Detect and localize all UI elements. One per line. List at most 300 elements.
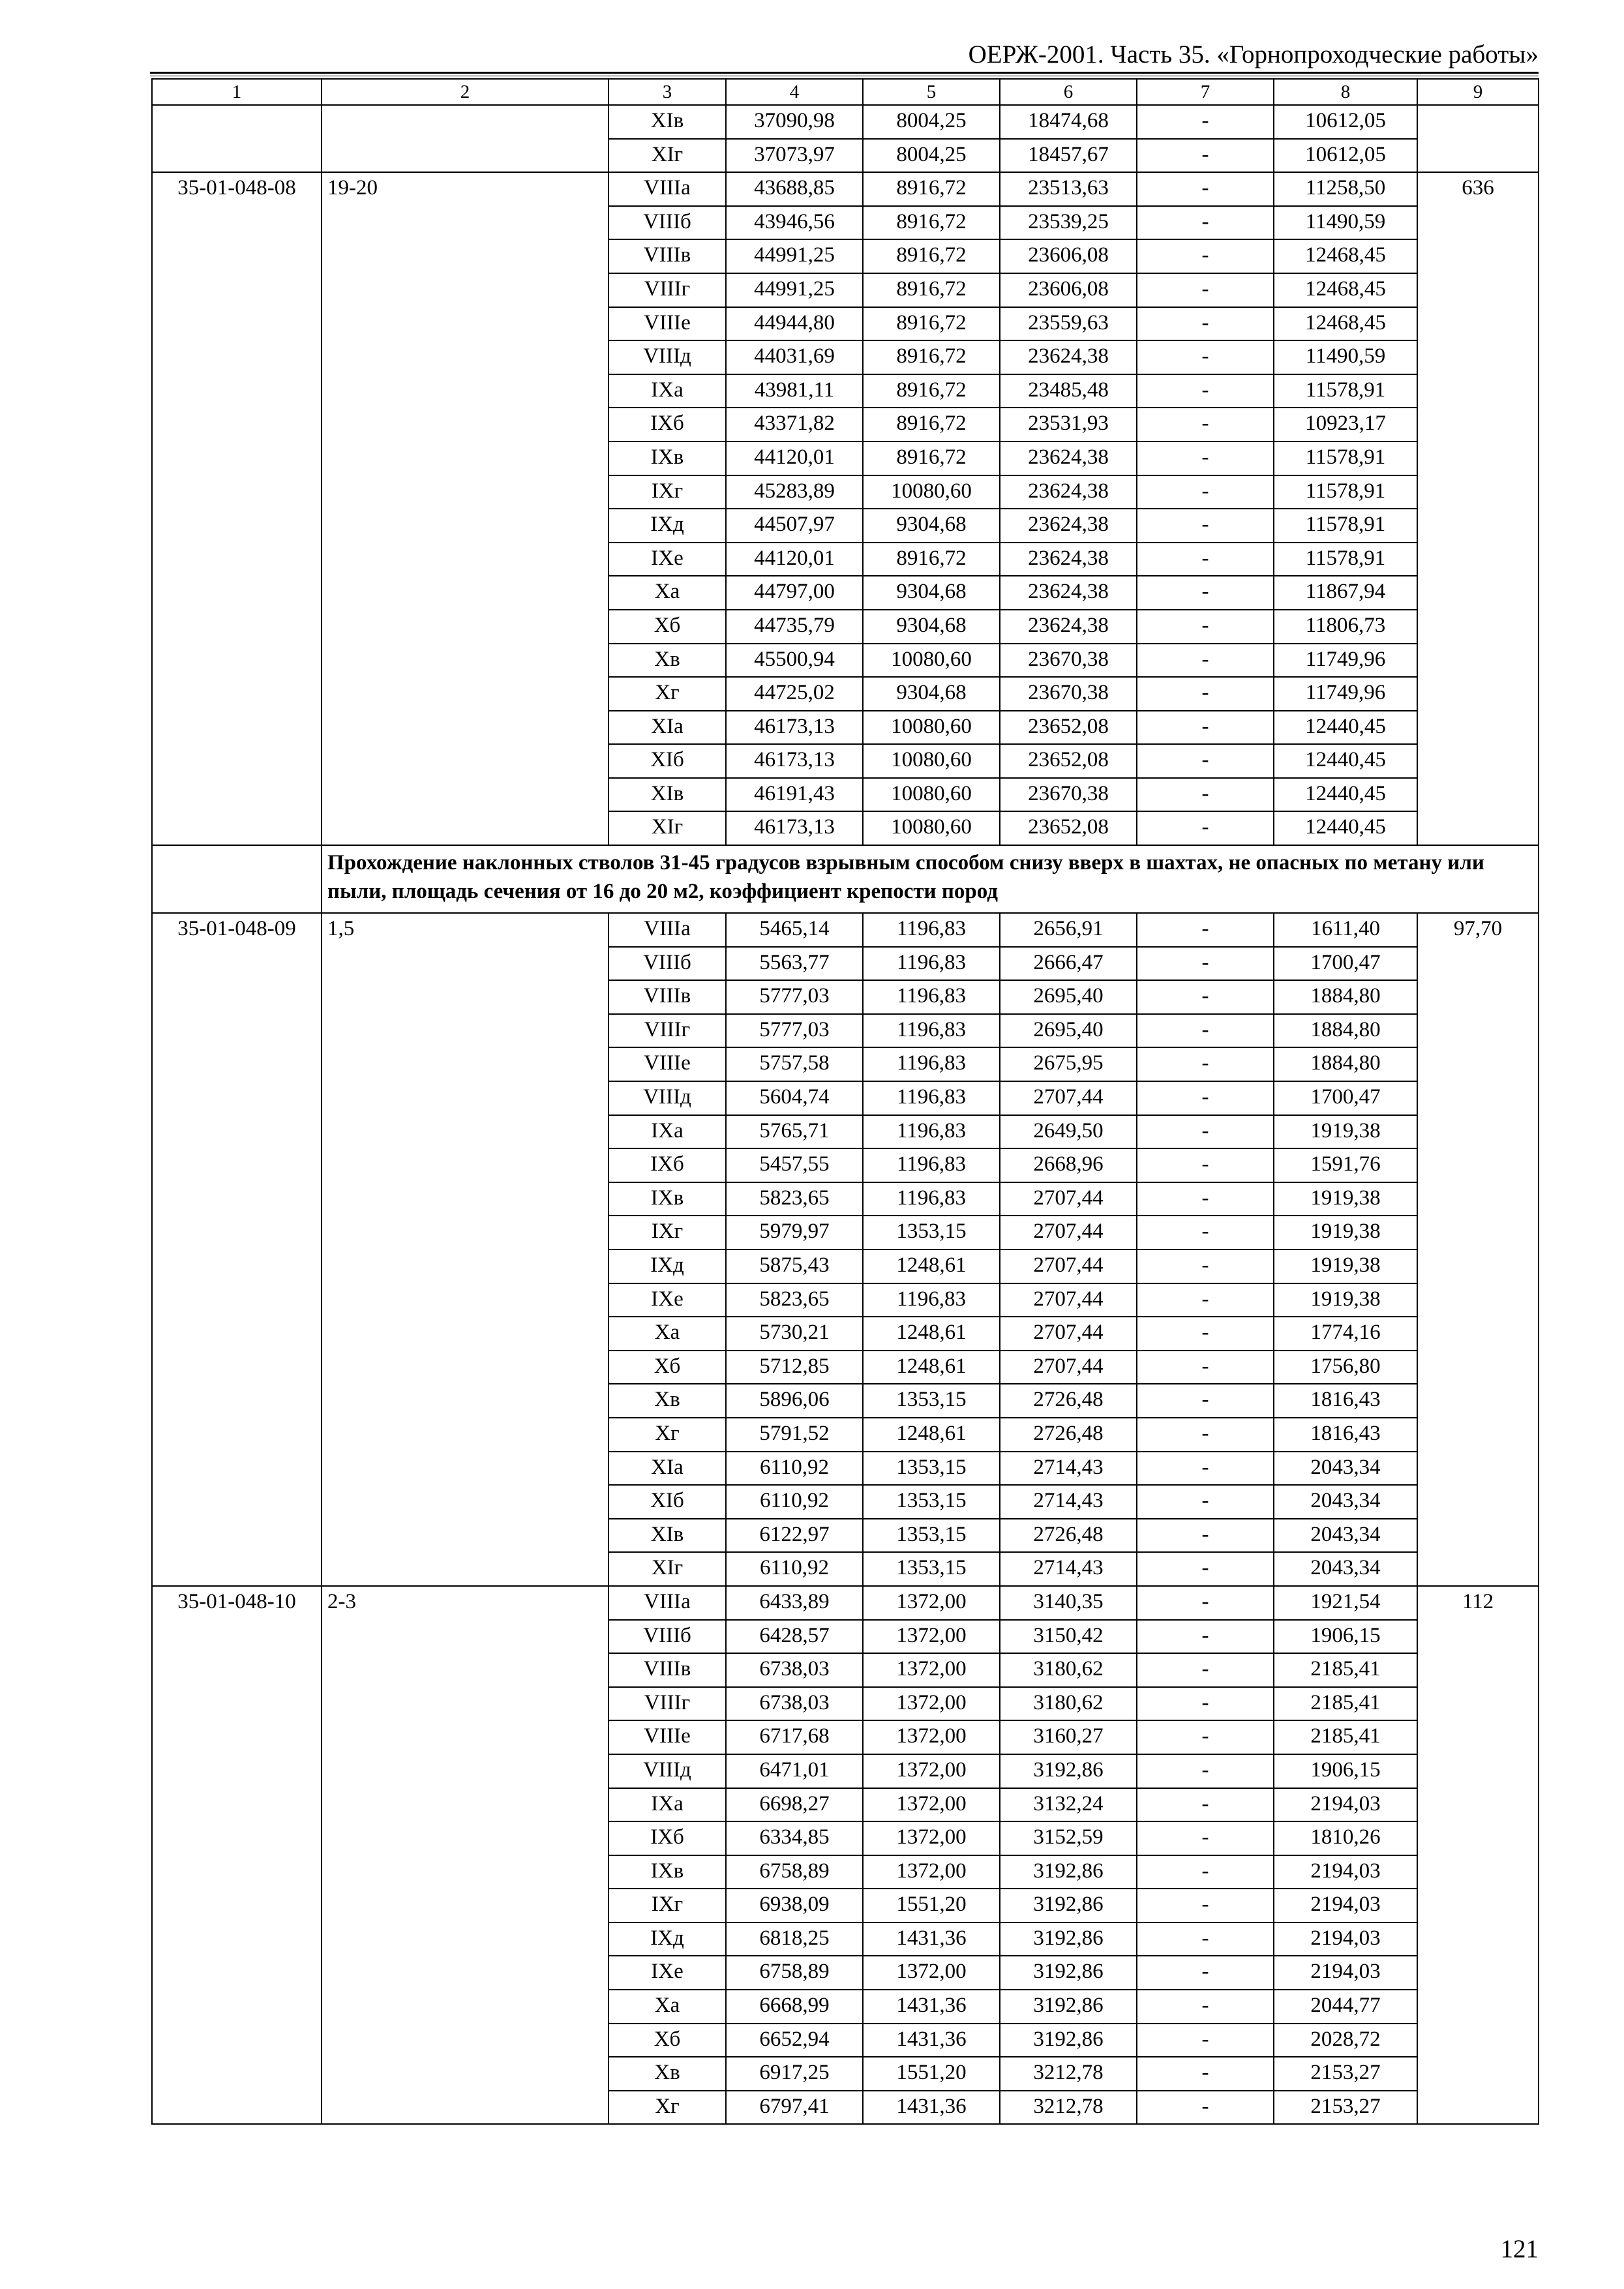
norm-code xyxy=(152,1990,322,2024)
table-row xyxy=(152,811,1539,845)
driver-wages: - xyxy=(1137,509,1274,543)
table-row xyxy=(152,1990,1539,2024)
labor-hours xyxy=(1417,1148,1539,1182)
rock-category: IXа xyxy=(609,374,726,408)
norm-parameter xyxy=(322,744,609,778)
total-cost: 6110,92 xyxy=(726,1552,863,1586)
table-row xyxy=(152,1956,1539,1990)
rock-category: Xа xyxy=(609,576,726,610)
driver-wages: - xyxy=(1137,744,1274,778)
norm-parameter xyxy=(322,307,609,341)
table-row xyxy=(152,1821,1539,1855)
norm-parameter xyxy=(322,644,609,678)
labor-hours xyxy=(1417,644,1539,678)
column-number: 8 xyxy=(1274,79,1417,105)
labor-hours xyxy=(1417,677,1539,711)
norm-code xyxy=(152,1249,322,1283)
rock-category: VIIIд xyxy=(609,1081,726,1115)
machine-cost: 3132,24 xyxy=(1000,1788,1137,1822)
labor-hours xyxy=(1417,980,1539,1014)
rock-category: IXд xyxy=(609,509,726,543)
norm-code xyxy=(152,1552,322,1586)
machine-cost: 23559,63 xyxy=(1000,307,1137,341)
labor-cost: 1372,00 xyxy=(863,1855,1000,1889)
table-row xyxy=(152,1687,1539,1721)
driver-wages: - xyxy=(1137,1485,1274,1519)
materials-cost: 1906,15 xyxy=(1274,1754,1417,1788)
norm-code xyxy=(152,543,322,576)
total-cost: 5604,74 xyxy=(726,1081,863,1115)
table-row xyxy=(152,307,1539,341)
total-cost: 6668,99 xyxy=(726,1990,863,2024)
machine-cost: 3192,86 xyxy=(1000,1990,1137,2024)
norm-code xyxy=(152,1182,322,1216)
machine-cost: 3192,86 xyxy=(1000,1922,1137,1956)
column-number: 6 xyxy=(1000,79,1137,105)
table-row xyxy=(152,1115,1539,1149)
materials-cost: 1700,47 xyxy=(1274,947,1417,981)
driver-wages: - xyxy=(1137,1317,1274,1351)
total-cost: 5730,21 xyxy=(726,1317,863,1351)
total-cost: 37090,98 xyxy=(726,105,863,139)
materials-cost: 1919,38 xyxy=(1274,1249,1417,1283)
rock-category: XIа xyxy=(609,711,726,745)
total-cost: 5823,65 xyxy=(726,1283,863,1317)
total-cost: 6758,89 xyxy=(726,1855,863,1889)
norm-parameter xyxy=(322,2091,609,2125)
norm-parameter xyxy=(322,610,609,644)
norm-parameter xyxy=(322,811,609,845)
labor-hours xyxy=(1417,2091,1539,2125)
driver-wages: - xyxy=(1137,1115,1274,1149)
machine-cost: 3150,42 xyxy=(1000,1620,1137,1654)
table-row xyxy=(152,711,1539,745)
table-row xyxy=(152,1014,1539,1048)
labor-hours xyxy=(1417,273,1539,307)
machine-cost: 23485,48 xyxy=(1000,374,1137,408)
rock-category: Xв xyxy=(609,1384,726,1418)
table-row xyxy=(152,408,1539,441)
norm-code xyxy=(152,1720,322,1754)
labor-hours xyxy=(1417,307,1539,341)
norm-code xyxy=(152,1519,322,1553)
section-row xyxy=(152,845,1539,913)
materials-cost: 2043,34 xyxy=(1274,1485,1417,1519)
driver-wages: - xyxy=(1137,273,1274,307)
rock-category: IXе xyxy=(609,543,726,576)
norm-code xyxy=(152,475,322,509)
materials-cost: 1919,38 xyxy=(1274,1216,1417,1249)
driver-wages: - xyxy=(1137,1283,1274,1317)
table-row xyxy=(152,475,1539,509)
labor-cost: 1431,36 xyxy=(863,1990,1000,2024)
rock-category: VIIIв xyxy=(609,1653,726,1687)
norm-code xyxy=(152,239,322,273)
total-cost: 6938,09 xyxy=(726,1889,863,1922)
labor-cost: 1431,36 xyxy=(863,2091,1000,2125)
total-cost: 6738,03 xyxy=(726,1687,863,1721)
driver-wages: - xyxy=(1137,475,1274,509)
norm-parameter xyxy=(322,408,609,441)
total-cost: 43981,11 xyxy=(726,374,863,408)
table-row xyxy=(152,374,1539,408)
materials-cost: 2153,27 xyxy=(1274,2057,1417,2091)
labor-hours xyxy=(1417,239,1539,273)
labor-cost: 1248,61 xyxy=(863,1249,1000,1283)
rock-category: VIIIг xyxy=(609,273,726,307)
materials-cost: 1921,54 xyxy=(1274,1586,1417,1620)
header-rule xyxy=(150,72,1539,76)
driver-wages: - xyxy=(1137,340,1274,374)
rock-category: Xб xyxy=(609,610,726,644)
labor-hours xyxy=(1417,1216,1539,1249)
rock-category: IXа xyxy=(609,1788,726,1822)
driver-wages: - xyxy=(1137,1216,1274,1249)
driver-wages: - xyxy=(1137,1418,1274,1452)
labor-hours xyxy=(1417,1956,1539,1990)
materials-cost: 2044,77 xyxy=(1274,1990,1417,2024)
materials-cost: 2153,27 xyxy=(1274,2091,1417,2125)
materials-cost: 1919,38 xyxy=(1274,1182,1417,1216)
table-row xyxy=(152,1552,1539,1586)
machine-cost: 2707,44 xyxy=(1000,1081,1137,1115)
norm-code xyxy=(152,1014,322,1048)
materials-cost: 1906,15 xyxy=(1274,1620,1417,1654)
machine-cost: 2707,44 xyxy=(1000,1351,1137,1384)
materials-cost: 11490,59 xyxy=(1274,206,1417,240)
rock-category: Xа xyxy=(609,1990,726,2024)
norm-code xyxy=(152,980,322,1014)
norm-code xyxy=(152,340,322,374)
norm-parameter xyxy=(322,1552,609,1586)
labor-cost: 1196,83 xyxy=(863,1047,1000,1081)
labor-cost: 8916,72 xyxy=(863,441,1000,475)
total-cost: 6758,89 xyxy=(726,1956,863,1990)
labor-cost: 1196,83 xyxy=(863,1014,1000,1048)
norm-parameter xyxy=(322,576,609,610)
norm-parameter xyxy=(322,1821,609,1855)
driver-wages: - xyxy=(1137,1384,1274,1418)
total-cost: 46173,13 xyxy=(726,711,863,745)
norm-parameter xyxy=(322,1148,609,1182)
rock-category: VIIIв xyxy=(609,239,726,273)
labor-hours xyxy=(1417,139,1539,173)
table-row xyxy=(152,509,1539,543)
labor-cost: 8916,72 xyxy=(863,206,1000,240)
table-row xyxy=(152,1855,1539,1889)
labor-cost: 9304,68 xyxy=(863,677,1000,711)
norm-code: 35-01-048-09 xyxy=(152,913,322,947)
materials-cost: 11578,91 xyxy=(1274,509,1417,543)
norm-parameter xyxy=(322,1182,609,1216)
rock-category: VIIIе xyxy=(609,1720,726,1754)
materials-cost: 12468,45 xyxy=(1274,273,1417,307)
table-row xyxy=(152,441,1539,475)
labor-hours xyxy=(1417,340,1539,374)
labor-cost: 8916,72 xyxy=(863,239,1000,273)
materials-cost: 11806,73 xyxy=(1274,610,1417,644)
labor-hours xyxy=(1417,1754,1539,1788)
norm-code xyxy=(152,1283,322,1317)
labor-hours xyxy=(1417,1552,1539,1586)
labor-hours xyxy=(1417,1855,1539,1889)
machine-cost: 23670,38 xyxy=(1000,644,1137,678)
machine-cost: 2666,47 xyxy=(1000,947,1137,981)
labor-hours xyxy=(1417,509,1539,543)
table-row xyxy=(152,1047,1539,1081)
norm-parameter xyxy=(322,677,609,711)
materials-cost: 11490,59 xyxy=(1274,340,1417,374)
machine-cost: 2726,48 xyxy=(1000,1418,1137,1452)
norm-parameter xyxy=(322,2024,609,2057)
rock-category: VIIIб xyxy=(609,947,726,981)
rock-category: XIг xyxy=(609,1552,726,1586)
labor-hours xyxy=(1417,1384,1539,1418)
norm-code xyxy=(152,2091,322,2125)
table-row xyxy=(152,1519,1539,1553)
total-cost: 5875,43 xyxy=(726,1249,863,1283)
materials-cost: 1591,76 xyxy=(1274,1148,1417,1182)
table-row xyxy=(152,2057,1539,2091)
materials-cost: 2185,41 xyxy=(1274,1687,1417,1721)
machine-cost: 23624,38 xyxy=(1000,543,1137,576)
labor-cost: 8004,25 xyxy=(863,105,1000,139)
rock-category: VIIIг xyxy=(609,1014,726,1048)
norm-parameter xyxy=(322,1384,609,1418)
table-row xyxy=(152,172,1539,206)
table-row xyxy=(152,1788,1539,1822)
materials-cost: 12440,45 xyxy=(1274,778,1417,812)
norm-code xyxy=(152,441,322,475)
labor-cost: 1196,83 xyxy=(863,1115,1000,1149)
labor-cost: 1431,36 xyxy=(863,1922,1000,1956)
driver-wages: - xyxy=(1137,913,1274,947)
norm-parameter xyxy=(322,340,609,374)
column-number: 7 xyxy=(1137,79,1274,105)
driver-wages: - xyxy=(1137,2057,1274,2091)
norm-parameter xyxy=(322,206,609,240)
norm-code xyxy=(152,1922,322,1956)
table-row xyxy=(152,1182,1539,1216)
table-row xyxy=(152,1249,1539,1283)
norm-code: 35-01-048-08 xyxy=(152,172,322,206)
materials-cost: 2043,34 xyxy=(1274,1552,1417,1586)
rock-category: VIIIе xyxy=(609,1047,726,1081)
driver-wages: - xyxy=(1137,1014,1274,1048)
materials-cost: 11578,91 xyxy=(1274,441,1417,475)
norm-parameter xyxy=(322,1687,609,1721)
total-cost: 6698,27 xyxy=(726,1788,863,1822)
labor-cost: 10080,60 xyxy=(863,644,1000,678)
rock-category: Xг xyxy=(609,2091,726,2125)
total-cost: 6428,57 xyxy=(726,1620,863,1654)
total-cost: 6433,89 xyxy=(726,1586,863,1620)
norm-parameter xyxy=(322,947,609,981)
norm-parameter xyxy=(322,273,609,307)
driver-wages: - xyxy=(1137,441,1274,475)
norm-parameter xyxy=(322,1922,609,1956)
labor-cost: 1372,00 xyxy=(863,1956,1000,1990)
table-row xyxy=(152,1754,1539,1788)
norm-parameter xyxy=(322,1653,609,1687)
machine-cost: 23624,38 xyxy=(1000,576,1137,610)
total-cost: 5757,58 xyxy=(726,1047,863,1081)
labor-cost: 1372,00 xyxy=(863,1754,1000,1788)
table-row xyxy=(152,980,1539,1014)
norm-parameter xyxy=(322,1889,609,1922)
materials-cost: 11258,50 xyxy=(1274,172,1417,206)
machine-cost: 3180,62 xyxy=(1000,1687,1137,1721)
total-cost: 44120,01 xyxy=(726,543,863,576)
total-cost: 6471,01 xyxy=(726,1754,863,1788)
labor-hours xyxy=(1417,1249,1539,1283)
norm-parameter xyxy=(322,1485,609,1519)
table-row xyxy=(152,1922,1539,1956)
materials-cost: 2194,03 xyxy=(1274,1855,1417,1889)
driver-wages: - xyxy=(1137,239,1274,273)
rock-category: Xб xyxy=(609,2024,726,2057)
machine-cost: 2649,50 xyxy=(1000,1115,1137,1149)
total-cost: 44031,69 xyxy=(726,340,863,374)
driver-wages: - xyxy=(1137,1720,1274,1754)
materials-cost: 12440,45 xyxy=(1274,711,1417,745)
labor-cost: 1248,61 xyxy=(863,1418,1000,1452)
materials-cost: 2185,41 xyxy=(1274,1653,1417,1687)
norm-code xyxy=(152,1452,322,1486)
total-cost: 45500,94 xyxy=(726,644,863,678)
driver-wages: - xyxy=(1137,1653,1274,1687)
total-cost: 37073,97 xyxy=(726,139,863,173)
labor-hours xyxy=(1417,1720,1539,1754)
norm-parameter xyxy=(322,1620,609,1654)
machine-cost: 23531,93 xyxy=(1000,408,1137,441)
labor-cost: 8916,72 xyxy=(863,340,1000,374)
machine-cost: 23624,38 xyxy=(1000,509,1137,543)
labor-cost: 1196,83 xyxy=(863,1148,1000,1182)
materials-cost: 10612,05 xyxy=(1274,105,1417,139)
materials-cost: 11749,96 xyxy=(1274,677,1417,711)
norm-code xyxy=(152,1351,322,1384)
labor-hours xyxy=(1417,1418,1539,1452)
labor-cost: 1353,15 xyxy=(863,1485,1000,1519)
driver-wages: - xyxy=(1137,711,1274,745)
labor-cost: 1551,20 xyxy=(863,2057,1000,2091)
labor-hours: 112 xyxy=(1417,1586,1539,1620)
labor-cost: 8916,72 xyxy=(863,307,1000,341)
machine-cost: 23624,38 xyxy=(1000,475,1137,509)
table-row xyxy=(152,2091,1539,2125)
table-row xyxy=(152,1148,1539,1182)
machine-cost: 2668,96 xyxy=(1000,1148,1137,1182)
machine-cost: 23652,08 xyxy=(1000,744,1137,778)
total-cost: 6797,41 xyxy=(726,2091,863,2125)
labor-hours xyxy=(1417,1821,1539,1855)
machine-cost: 3192,86 xyxy=(1000,1956,1137,1990)
total-cost: 6652,94 xyxy=(726,2024,863,2057)
materials-cost: 1884,80 xyxy=(1274,980,1417,1014)
table-row xyxy=(152,1889,1539,1922)
total-cost: 5823,65 xyxy=(726,1182,863,1216)
materials-cost: 11749,96 xyxy=(1274,644,1417,678)
driver-wages: - xyxy=(1137,644,1274,678)
total-cost: 5979,97 xyxy=(726,1216,863,1249)
norm-code xyxy=(152,744,322,778)
rock-category: IXе xyxy=(609,1283,726,1317)
machine-cost: 2707,44 xyxy=(1000,1283,1137,1317)
total-cost: 44725,02 xyxy=(726,677,863,711)
total-cost: 46191,43 xyxy=(726,778,863,812)
labor-hours xyxy=(1417,1687,1539,1721)
rock-category: VIIIа xyxy=(609,913,726,947)
norm-code xyxy=(152,778,322,812)
driver-wages: - xyxy=(1137,1249,1274,1283)
norm-code xyxy=(152,509,322,543)
table-row xyxy=(152,1586,1539,1620)
rock-category: Xа xyxy=(609,1317,726,1351)
labor-cost: 1372,00 xyxy=(863,1687,1000,1721)
machine-cost: 2707,44 xyxy=(1000,1317,1137,1351)
driver-wages: - xyxy=(1137,1452,1274,1486)
rock-category: VIIIб xyxy=(609,1620,726,1654)
rock-category: Xг xyxy=(609,1418,726,1452)
driver-wages: - xyxy=(1137,139,1274,173)
rock-category: VIIIв xyxy=(609,980,726,1014)
machine-cost: 2707,44 xyxy=(1000,1216,1137,1249)
driver-wages: - xyxy=(1137,1552,1274,1586)
materials-cost: 2043,34 xyxy=(1274,1519,1417,1553)
table-row xyxy=(152,1317,1539,1351)
labor-cost: 9304,68 xyxy=(863,576,1000,610)
total-cost: 6818,25 xyxy=(726,1922,863,1956)
labor-hours xyxy=(1417,374,1539,408)
norm-code xyxy=(152,1687,322,1721)
labor-cost: 1431,36 xyxy=(863,2024,1000,2057)
norm-parameter xyxy=(322,1855,609,1889)
driver-wages: - xyxy=(1137,408,1274,441)
norm-parameter xyxy=(322,980,609,1014)
labor-hours xyxy=(1417,1014,1539,1048)
machine-cost: 18457,67 xyxy=(1000,139,1137,173)
total-cost: 44507,97 xyxy=(726,509,863,543)
materials-cost: 1700,47 xyxy=(1274,1081,1417,1115)
machine-cost: 23513,63 xyxy=(1000,172,1137,206)
driver-wages: - xyxy=(1137,677,1274,711)
norm-code xyxy=(152,206,322,240)
machine-cost: 23539,25 xyxy=(1000,206,1137,240)
total-cost: 6738,03 xyxy=(726,1653,863,1687)
driver-wages: - xyxy=(1137,610,1274,644)
table-row xyxy=(152,576,1539,610)
rock-category: XIг xyxy=(609,139,726,173)
labor-hours xyxy=(1417,1351,1539,1384)
machine-cost: 2707,44 xyxy=(1000,1249,1137,1283)
norm-parameter xyxy=(322,475,609,509)
page-header: ОЕРЖ-2001. Часть 35. «Горнопроходческие работы» xyxy=(968,40,1539,68)
table-row xyxy=(152,644,1539,678)
rock-category: IXе xyxy=(609,1956,726,1990)
total-cost: 44991,25 xyxy=(726,273,863,307)
driver-wages: - xyxy=(1137,1889,1274,1922)
labor-hours xyxy=(1417,1922,1539,1956)
materials-cost: 1816,43 xyxy=(1274,1418,1417,1452)
driver-wages: - xyxy=(1137,2024,1274,2057)
total-cost: 43946,56 xyxy=(726,206,863,240)
materials-cost: 1919,38 xyxy=(1274,1283,1417,1317)
norm-code xyxy=(152,1855,322,1889)
labor-hours xyxy=(1417,744,1539,778)
rock-category: Xв xyxy=(609,2057,726,2091)
norm-code xyxy=(152,2024,322,2057)
